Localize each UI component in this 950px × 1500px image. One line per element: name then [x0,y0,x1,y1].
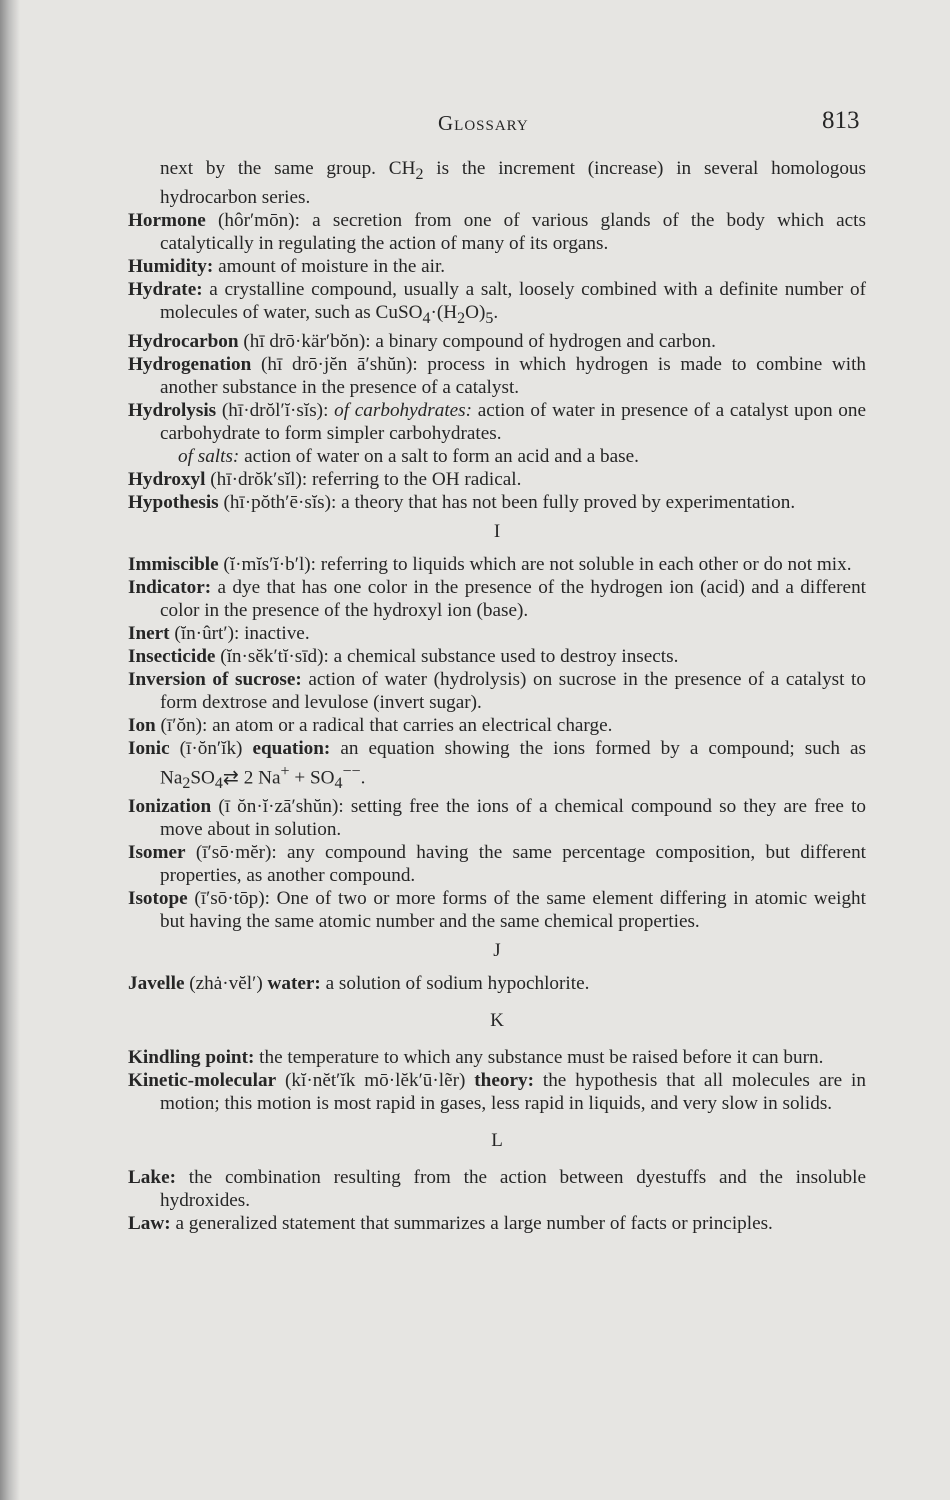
page-number: 813 [822,107,860,134]
glossary-body [128,157,866,1235]
glossary-entry-inversion-of-sucrose: Inversion of sucrose: action of water (hydrolysis) on sucrose in the presence of a catalyst to form dextrose and levulose (invert sugar). [128,668,866,713]
section-heading-j: J [493,939,501,961]
glossary-entry-javelle-water: Javelle (zhȧ·vĕl′) water: a solution of sodium hypochlorite. [128,972,590,994]
glossary-subsense-salts: of salts: action of water on a salt to form an acid and a base. [178,445,639,467]
glossary-entry-isotope: Isotope (ī′sō·tōp): One of two or more forms of the same element differing in atomic weight but having the same atomic number and the same chemical properties. [128,887,866,932]
equilibrium-arrow: ⇄ [222,767,239,789]
glossary-entry-hormone: Hormone (hôr′mōn): a secretion from one of various glands of the body which acts catalytically in regulating the action of many of its organs. [128,209,866,254]
glossary-entry-kinetic-molecular-theory: Kinetic-molecular (kĭ·nĕt′ĭk mō·lĕk′ū·lẽr) theory: the hypothesis that all molecules are in motion; this motion is most rapid in gases, less rapid in liquids, and very slow in solids. [128,1069,866,1114]
glossary-entry-hydrolysis: Hydrolysis (hī·drŏl′ĭ·sĭs): of carbohydrates: action of water in presence of a catalyst upon one carbohydrate to form simpler carbohydrates. [128,399,866,444]
section-heading-i: I [493,520,501,542]
glossary-entry-humidity: Humidity: amount of moisture in the air. [128,255,446,277]
glossary-entry-hydroxyl: Hydroxyl (hī·drŏk′sĭl): referring to the OH radical. [128,468,522,490]
glossary-entry-hydrocarbon: Hydrocarbon (hī drō·kär′bŏn): a binary compound of hydrogen and carbon. [128,330,716,352]
glossary-entry-immiscible: Immiscible (ĭ·mĭs′ĭ·b′l): referring to liquids which are not soluble in each other or do not mix. [128,553,852,575]
scan-edge-shadow [0,0,20,1500]
glossary-entry-law: Law: a generalized statement that summarizes a large number of facts or principles. [128,1212,773,1234]
running-head [0,107,950,135]
glossary-entry-hypothesis: Hypothesis (hī·pŏth′ē·sĭs): a theory that has not been fully proved by experimentation. [128,491,796,513]
glossary-entry-kindling-point: Kindling point: the temperature to which any substance must be raised before it can burn. [128,1046,824,1068]
glossary-entry-indicator: Indicator: a dye that has one color in the presence of the hydrogen ion (acid) and a different color in the presence of the hydroxyl ion (base). [128,576,866,621]
running-title: Glossary [438,111,529,135]
section-heading-l: L [491,1129,503,1151]
continued-entry: next by the same group. $CH_2$ is the increment (increase) in several homologous hydrocarbon series. [160,158,866,208]
glossary-entry-inert: Inert (ĭn·ûrt′): inactive. [128,622,310,644]
glossary-entry-insecticide: Insecticide (ĭn·sĕk′tĭ·sīd): a chemical substance used to destroy insects. [128,645,679,667]
glossary-entry-ionization: Ionization (ī ŏn·ĭ·zā′shŭn): setting free the ions of a chemical compound so they are free to move about in solution. [128,795,866,840]
glossary-entry-ionic-equation: Ionic (ī·ŏn′ĭk) equation: an equation showing the ions formed by a compound; such as $Na_2SO_4⇄$ 2 $Na^+ + SO_4^{--}$. [128,737,866,792]
section-heading-k: K [490,1009,504,1031]
glossary-entry-hydrogenation: Hydrogenation (hī drō·jĕn ā′shŭn): process in which hydrogen is made to combine with another substance in the presence of a catalyst. [128,353,866,398]
glossary-entry-lake: Lake: the combination resulting from the action between dyestuffs and the insoluble hydroxides. [128,1166,866,1211]
glossary-entry-isomer: Isomer (ī′sō·mĕr): any compound having the same percentage composition, but different properties, as another compound. [128,841,866,886]
glossary-entry-hydrate: Hydrate: a crystalline compound, usually a salt, loosely combined with a definite number of molecules of water, such as $CuSO_4\cdot(H_2O)_5$. [128,278,866,327]
glossary-entry-ion: Ion (ī′ŏn): an atom or a radical that carries an electrical charge. [128,714,613,736]
